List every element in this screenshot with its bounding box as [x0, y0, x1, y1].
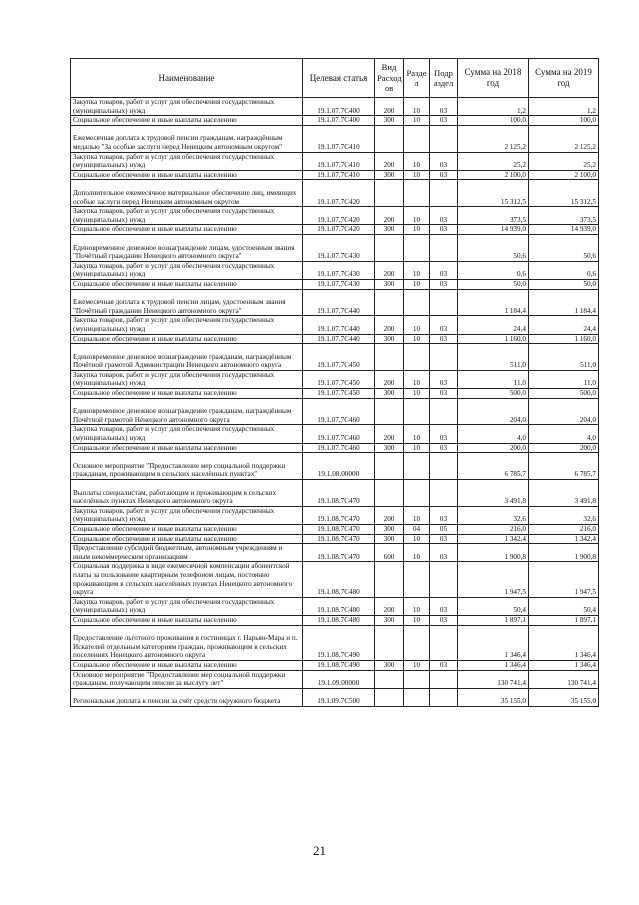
row-sum-2019: 100,0 — [529, 116, 599, 126]
row-name: Закупка товаров, работ и услуг для обеспечения государственных (муниципальных) нужд — [71, 506, 303, 524]
table-row — [71, 398, 599, 425]
row-expense-type: 300 — [375, 116, 404, 126]
row-expense-type: 200 — [375, 597, 404, 615]
row-target-article: 19.1.07.7С450 — [303, 370, 375, 388]
row-subsection: 03 — [430, 615, 458, 625]
row-target-article: 19.1.08.7С470 — [303, 506, 375, 524]
row-subsection: 03 — [430, 425, 458, 443]
row-sum-2018: 204,0 — [458, 398, 529, 425]
row-name: Выплаты специалистам, работающим и проживающим в сельских населённых пунктах Ненецкого автономного округа — [71, 480, 303, 507]
row-name: Социальное обеспечение и иные выплаты населению — [71, 534, 303, 544]
row-section — [404, 289, 430, 316]
table-row — [71, 534, 599, 544]
row-sum-2018: 1 346,4 — [458, 660, 529, 670]
row-expense-type: 300 — [375, 525, 404, 535]
row-target-article: 19.1.08.7С470 — [303, 480, 375, 507]
row-sum-2018: 50,6 — [458, 234, 529, 261]
row-target-article: 19.1.08.7С470 — [303, 534, 375, 544]
row-section: 10 — [404, 389, 430, 399]
row-name: Закупка товаров, работ и услуг для обеспечения государственных (муниципальных) нужд — [71, 316, 303, 334]
row-section: 10 — [404, 534, 430, 544]
row-target-article: 19.1.08.7С480 — [303, 597, 375, 615]
row-target-article: 19.1.07.7С440 — [303, 316, 375, 334]
row-section: 10 — [404, 316, 430, 334]
row-section: 10 — [404, 152, 430, 170]
row-expense-type: 200 — [375, 207, 404, 225]
row-section — [404, 453, 430, 480]
row-sum-2018: 1 900,8 — [458, 544, 529, 562]
row-name: Единовременное денежное вознаграждение лицам, удостоенным звания "Почётный гражданин Ненецкого автономного округа" — [71, 234, 303, 261]
budget-page — [70, 58, 598, 707]
row-expense-type — [375, 688, 404, 706]
row-subsection: 03 — [430, 170, 458, 180]
row-expense-type — [375, 289, 404, 316]
row-expense-type: 300 — [375, 170, 404, 180]
row-sum-2018: 24,4 — [458, 316, 529, 334]
table-row — [71, 152, 599, 170]
row-expense-type — [375, 480, 404, 507]
row-sum-2018: 4,0 — [458, 425, 529, 443]
table-row — [71, 125, 599, 152]
row-name: Социальное обеспечение и иные выплаты населению — [71, 660, 303, 670]
table-row — [71, 289, 599, 316]
row-section: 10 — [404, 116, 430, 126]
row-expense-type: 200 — [375, 506, 404, 524]
row-section — [404, 562, 430, 597]
table-row — [71, 597, 599, 615]
row-expense-type: 300 — [375, 279, 404, 289]
row-subsection — [430, 180, 458, 207]
row-expense-type — [375, 453, 404, 480]
row-name: Социальное обеспечение и иные выплаты населению — [71, 443, 303, 453]
row-target-article: 19.1.07.7С450 — [303, 389, 375, 399]
table-row — [71, 480, 599, 507]
row-target-article: 19.1.07.7С430 — [303, 234, 375, 261]
row-sum-2018: 6 785,7 — [458, 453, 529, 480]
row-section: 04 — [404, 525, 430, 535]
row-section: 10 — [404, 425, 430, 443]
row-sum-2019: 11,0 — [529, 370, 599, 388]
row-expense-type — [375, 344, 404, 371]
row-sum-2018: 35 155,0 — [458, 688, 529, 706]
row-sum-2019: 1 346,4 — [529, 660, 599, 670]
row-sum-2019: 35 155,0 — [529, 688, 599, 706]
table-row — [71, 425, 599, 443]
row-sum-2018: 3 491,8 — [458, 480, 529, 507]
row-target-article: 19.1.07.7С420 — [303, 207, 375, 225]
row-subsection: 03 — [430, 279, 458, 289]
row-expense-type: 300 — [375, 443, 404, 453]
row-target-article: 19.1.07.7С400 — [303, 116, 375, 126]
row-sum-2018: 1 947,5 — [458, 562, 529, 597]
row-sum-2018: 25,2 — [458, 152, 529, 170]
row-sum-2018: 511,0 — [458, 344, 529, 371]
row-expense-type: 300 — [375, 660, 404, 670]
row-name: Социальное обеспечение и иные выплаты населению — [71, 225, 303, 235]
row-target-article: 19.1.08.00000 — [303, 453, 375, 480]
table-row — [71, 180, 599, 207]
row-name: Единовременное денежное вознаграждение гражданам, награждённым Почётной грамотой Ненецкого автономного округа — [71, 398, 303, 425]
row-subsection: 03 — [430, 597, 458, 615]
row-name: Социальное обеспечение и иные выплаты населению — [71, 279, 303, 289]
row-subsection: 03 — [430, 443, 458, 453]
row-sum-2019: 0,6 — [529, 261, 599, 279]
row-subsection: 03 — [430, 534, 458, 544]
row-sum-2019: 1 947,5 — [529, 562, 599, 597]
row-subsection: 03 — [430, 116, 458, 126]
table-row — [71, 261, 599, 279]
row-sum-2019: 1 184,4 — [529, 289, 599, 316]
row-section: 10 — [404, 170, 430, 180]
page-number: 21 — [313, 843, 326, 858]
row-subsection — [430, 234, 458, 261]
row-target-article: 19.1.08.7С480 — [303, 615, 375, 625]
row-subsection — [430, 398, 458, 425]
row-target-article: 19.1.08.7С470 — [303, 525, 375, 535]
table-row — [71, 443, 599, 453]
row-sum-2019: 14 939,0 — [529, 225, 599, 235]
row-section — [404, 625, 430, 660]
row-target-article: 19.1.07.7С410 — [303, 152, 375, 170]
row-section: 10 — [404, 506, 430, 524]
row-sum-2019: 25,2 — [529, 152, 599, 170]
row-name: Дополнительное ежемесячное материальное обеспечение лиц, имеющих особые заслуги перед Ненецким автономным округом — [71, 180, 303, 207]
row-sum-2019: 373,5 — [529, 207, 599, 225]
row-section: 10 — [404, 370, 430, 388]
row-subsection: 03 — [430, 334, 458, 344]
table-row — [71, 207, 599, 225]
row-name: Закупка товаров, работ и услуг для обеспечения государственных (муниципальных) нужд — [71, 261, 303, 279]
table-row — [71, 116, 599, 126]
row-expense-type: 200 — [375, 425, 404, 443]
row-name: Закупка товаров, работ и услуг для обеспечения государственных (муниципальных) нужд — [71, 207, 303, 225]
row-sum-2019: 1 900,8 — [529, 544, 599, 562]
row-section — [404, 398, 430, 425]
row-sum-2019: 1 342,4 — [529, 534, 599, 544]
row-expense-type — [375, 180, 404, 207]
row-subsection — [430, 480, 458, 507]
row-subsection — [430, 562, 458, 597]
row-target-article: 19.1.07.7С410 — [303, 125, 375, 152]
row-name: Региональная доплата к пенсии за счёт средств окружного бюджета — [71, 688, 303, 706]
row-section: 10 — [404, 660, 430, 670]
row-subsection: 03 — [430, 207, 458, 225]
row-sum-2018: 1 184,4 — [458, 289, 529, 316]
row-subsection — [430, 670, 458, 688]
header-name: Наименование — [71, 59, 303, 98]
row-sum-2018: 130 741,4 — [458, 670, 529, 688]
row-section: 10 — [404, 98, 430, 116]
row-sum-2019: 204,0 — [529, 398, 599, 425]
row-sum-2018: 14 939,0 — [458, 225, 529, 235]
row-section — [404, 480, 430, 507]
row-expense-type: 300 — [375, 225, 404, 235]
row-sum-2018: 1 160,0 — [458, 334, 529, 344]
row-sum-2019: 1 897,1 — [529, 615, 599, 625]
row-sum-2018: 32,6 — [458, 506, 529, 524]
row-expense-type: 300 — [375, 334, 404, 344]
table-row — [71, 453, 599, 480]
row-sum-2018: 50,4 — [458, 597, 529, 615]
row-subsection — [430, 289, 458, 316]
row-section: 10 — [404, 207, 430, 225]
row-sum-2018: 50,0 — [458, 279, 529, 289]
row-subsection: 03 — [430, 370, 458, 388]
row-name: Социальное обеспечение и иные выплаты населению — [71, 116, 303, 126]
row-section — [404, 234, 430, 261]
table-row — [71, 544, 599, 562]
row-sum-2019: 130 741,4 — [529, 670, 599, 688]
row-name: Закупка товаров, работ и услуг для обеспечения государственных (муниципальных) нужд — [71, 425, 303, 443]
row-expense-type: 200 — [375, 261, 404, 279]
row-name: Ежемесячная доплата к трудовой пенсии гражданам, награждённым медалью "За особые заслуги перед Ненецким автономным округом" — [71, 125, 303, 152]
row-target-article: 19.1.07.7С440 — [303, 289, 375, 316]
row-sum-2018: 2 125,2 — [458, 125, 529, 152]
row-target-article: 19.1.09.7С500 — [303, 688, 375, 706]
row-subsection: 03 — [430, 152, 458, 170]
table-row — [71, 225, 599, 235]
row-section — [404, 670, 430, 688]
table-row — [71, 670, 599, 688]
row-subsection — [430, 625, 458, 660]
header-razd: Разде л — [404, 59, 430, 98]
header-sum-2018: Сумма на 2018 год — [458, 59, 529, 98]
table-row — [71, 316, 599, 334]
row-name: Основное мероприятие "Предоставление мер социальной поддержки гражданам, проживающим в сельских населённых пунктах" — [71, 453, 303, 480]
row-subsection: 03 — [430, 316, 458, 334]
row-subsection — [430, 453, 458, 480]
row-sum-2019: 50,4 — [529, 597, 599, 615]
table-body — [71, 98, 599, 707]
row-subsection — [430, 688, 458, 706]
row-sum-2019: 32,6 — [529, 506, 599, 524]
header-sum-2019: Сумма на 2019 год — [529, 59, 599, 98]
table-row — [71, 615, 599, 625]
row-sum-2018: 1 346,4 — [458, 625, 529, 660]
table-row — [71, 279, 599, 289]
row-expense-type — [375, 125, 404, 152]
row-name: Ежемесячная доплата к трудовой пенсии лицам, удостоенным звания "Почётный гражданин Ненецкого автономного округа" — [71, 289, 303, 316]
row-sum-2019: 1 160,0 — [529, 334, 599, 344]
row-sum-2019: 216,0 — [529, 525, 599, 535]
row-sum-2019: 4,0 — [529, 425, 599, 443]
row-expense-type — [375, 625, 404, 660]
table-row — [71, 562, 599, 597]
table-row — [71, 506, 599, 524]
row-sum-2019: 6 785,7 — [529, 453, 599, 480]
row-sum-2018: 11,0 — [458, 370, 529, 388]
table-row — [71, 525, 599, 535]
row-target-article: 19.1.07.7С460 — [303, 425, 375, 443]
row-subsection — [430, 125, 458, 152]
row-target-article: 19.1.09.00000 — [303, 670, 375, 688]
row-name: Единовременное денежное вознаграждение гражданам, награждённым Почётной грамотой Администрации Ненецкого автономного округа — [71, 344, 303, 371]
table-row — [71, 688, 599, 706]
row-expense-type — [375, 398, 404, 425]
row-target-article: 19.1.08.7С490 — [303, 625, 375, 660]
row-expense-type: 300 — [375, 389, 404, 399]
row-target-article: 19.1.07.7С450 — [303, 344, 375, 371]
row-expense-type: 300 — [375, 534, 404, 544]
row-sum-2018: 500,0 — [458, 389, 529, 399]
table-row — [71, 370, 599, 388]
row-name: Социальное обеспечение и иные выплаты населению — [71, 615, 303, 625]
row-name: Предоставление субсидий бюджетным, автономным учреждениям и иным некоммерческим организациям — [71, 544, 303, 562]
row-target-article: 19.1.07.7С420 — [303, 180, 375, 207]
row-name: Социальное обеспечение и иные выплаты населению — [71, 170, 303, 180]
row-name: Социальное обеспечение и иные выплаты населению — [71, 334, 303, 344]
row-sum-2019: 15 312,5 — [529, 180, 599, 207]
row-target-article: 19.1.07.7С460 — [303, 398, 375, 425]
row-name: Основное мероприятие "Предоставление мер социальной поддержки гражданам, получающим пенсии за выслугу лет" — [71, 670, 303, 688]
row-name: Социальное обеспечение и иные выплаты населению — [71, 525, 303, 535]
row-sum-2019: 511,0 — [529, 344, 599, 371]
row-sum-2018: 1,2 — [458, 98, 529, 116]
row-expense-type: 200 — [375, 152, 404, 170]
row-section — [404, 688, 430, 706]
row-sum-2019: 50,0 — [529, 279, 599, 289]
row-subsection: 03 — [430, 261, 458, 279]
table-row — [71, 98, 599, 116]
row-sum-2018: 100,0 — [458, 116, 529, 126]
header-vid: Вид Расход ов — [375, 59, 404, 98]
row-section: 10 — [404, 597, 430, 615]
row-name: Закупка товаров, работ и услуг для обеспечения государственных (муниципальных) нужд — [71, 98, 303, 116]
row-sum-2019: 24,4 — [529, 316, 599, 334]
row-sum-2019: 50,6 — [529, 234, 599, 261]
row-subsection — [430, 344, 458, 371]
table-row — [71, 625, 599, 660]
row-section: 10 — [404, 443, 430, 453]
row-target-article: 19.1.07.7С410 — [303, 170, 375, 180]
table-row — [71, 170, 599, 180]
row-section: 10 — [404, 334, 430, 344]
row-sum-2018: 373,5 — [458, 207, 529, 225]
row-section: 10 — [404, 261, 430, 279]
row-sum-2019: 1,2 — [529, 98, 599, 116]
table-row — [71, 389, 599, 399]
row-name: Закупка товаров, работ и услуг для обеспечения государственных (муниципальных) нужд — [71, 152, 303, 170]
row-section — [404, 344, 430, 371]
row-target-article: 19.1.07.7С430 — [303, 261, 375, 279]
row-expense-type — [375, 234, 404, 261]
row-target-article: 19.1.08.7С480 — [303, 562, 375, 597]
row-sum-2018: 15 312,5 — [458, 180, 529, 207]
row-section — [404, 125, 430, 152]
row-sum-2019: 2 100,0 — [529, 170, 599, 180]
header-code: Целевая статья — [303, 59, 375, 98]
table-row — [71, 334, 599, 344]
row-target-article: 19.1.07.7С440 — [303, 334, 375, 344]
row-name: Предоставление льготного проживания в гостиницах г. Нарьян-Мара и п. Искателей отдельным категориям граждан, проживающим в сельских поселениях Ненецкого автономного округа — [71, 625, 303, 660]
row-sum-2019: 200,0 — [529, 443, 599, 453]
row-expense-type — [375, 670, 404, 688]
row-name: Социальная поддержка в виде ежемесячной компенсации абонентской платы за пользование квартирным телефоном лицам, постоянно проживающим в сельских населённых пунктах Ненецкого автономного округа — [71, 562, 303, 597]
row-subsection: 03 — [430, 389, 458, 399]
row-target-article: 19.1.08.7С490 — [303, 660, 375, 670]
row-subsection: 03 — [430, 98, 458, 116]
row-target-article: 19.1.07.7С400 — [303, 98, 375, 116]
row-subsection: 03 — [430, 660, 458, 670]
row-expense-type: 200 — [375, 98, 404, 116]
row-sum-2018: 200,0 — [458, 443, 529, 453]
row-sum-2019: 1 346,4 — [529, 625, 599, 660]
row-sum-2018: 1 897,1 — [458, 615, 529, 625]
row-subsection: 03 — [430, 506, 458, 524]
row-section: 10 — [404, 225, 430, 235]
row-expense-type: 200 — [375, 370, 404, 388]
row-sum-2019: 3 491,8 — [529, 480, 599, 507]
row-name: Закупка товаров, работ и услуг для обеспечения государственных (муниципальных) нужд — [71, 597, 303, 615]
row-name: Закупка товаров, работ и услуг для обеспечения государственных (муниципальных) нужд — [71, 370, 303, 388]
row-sum-2018: 1 342,4 — [458, 534, 529, 544]
row-expense-type: 300 — [375, 615, 404, 625]
row-section: 10 — [404, 279, 430, 289]
row-subsection: 03 — [430, 225, 458, 235]
table-row — [71, 234, 599, 261]
row-subsection: 03 — [430, 544, 458, 562]
row-section: 10 — [404, 615, 430, 625]
header-podr: Подр аздел — [430, 59, 458, 98]
row-section: 10 — [404, 544, 430, 562]
row-sum-2018: 2 100,0 — [458, 170, 529, 180]
table-header-row — [71, 59, 599, 98]
row-section — [404, 180, 430, 207]
row-sum-2019: 2 125,2 — [529, 125, 599, 152]
budget-table — [70, 58, 599, 707]
row-sum-2018: 0,6 — [458, 261, 529, 279]
row-target-article: 19.1.07.7С430 — [303, 279, 375, 289]
row-sum-2019: 500,0 — [529, 389, 599, 399]
row-subsection: 05 — [430, 525, 458, 535]
table-row — [71, 344, 599, 371]
row-expense-type — [375, 562, 404, 597]
row-expense-type: 600 — [375, 544, 404, 562]
row-name: Социальное обеспечение и иные выплаты населению — [71, 389, 303, 399]
row-target-article: 19.1.07.7С460 — [303, 443, 375, 453]
row-target-article: 19.1.08.7С470 — [303, 544, 375, 562]
row-target-article: 19.1.07.7С420 — [303, 225, 375, 235]
row-sum-2018: 216,0 — [458, 525, 529, 535]
table-row — [71, 660, 599, 670]
row-expense-type: 200 — [375, 316, 404, 334]
